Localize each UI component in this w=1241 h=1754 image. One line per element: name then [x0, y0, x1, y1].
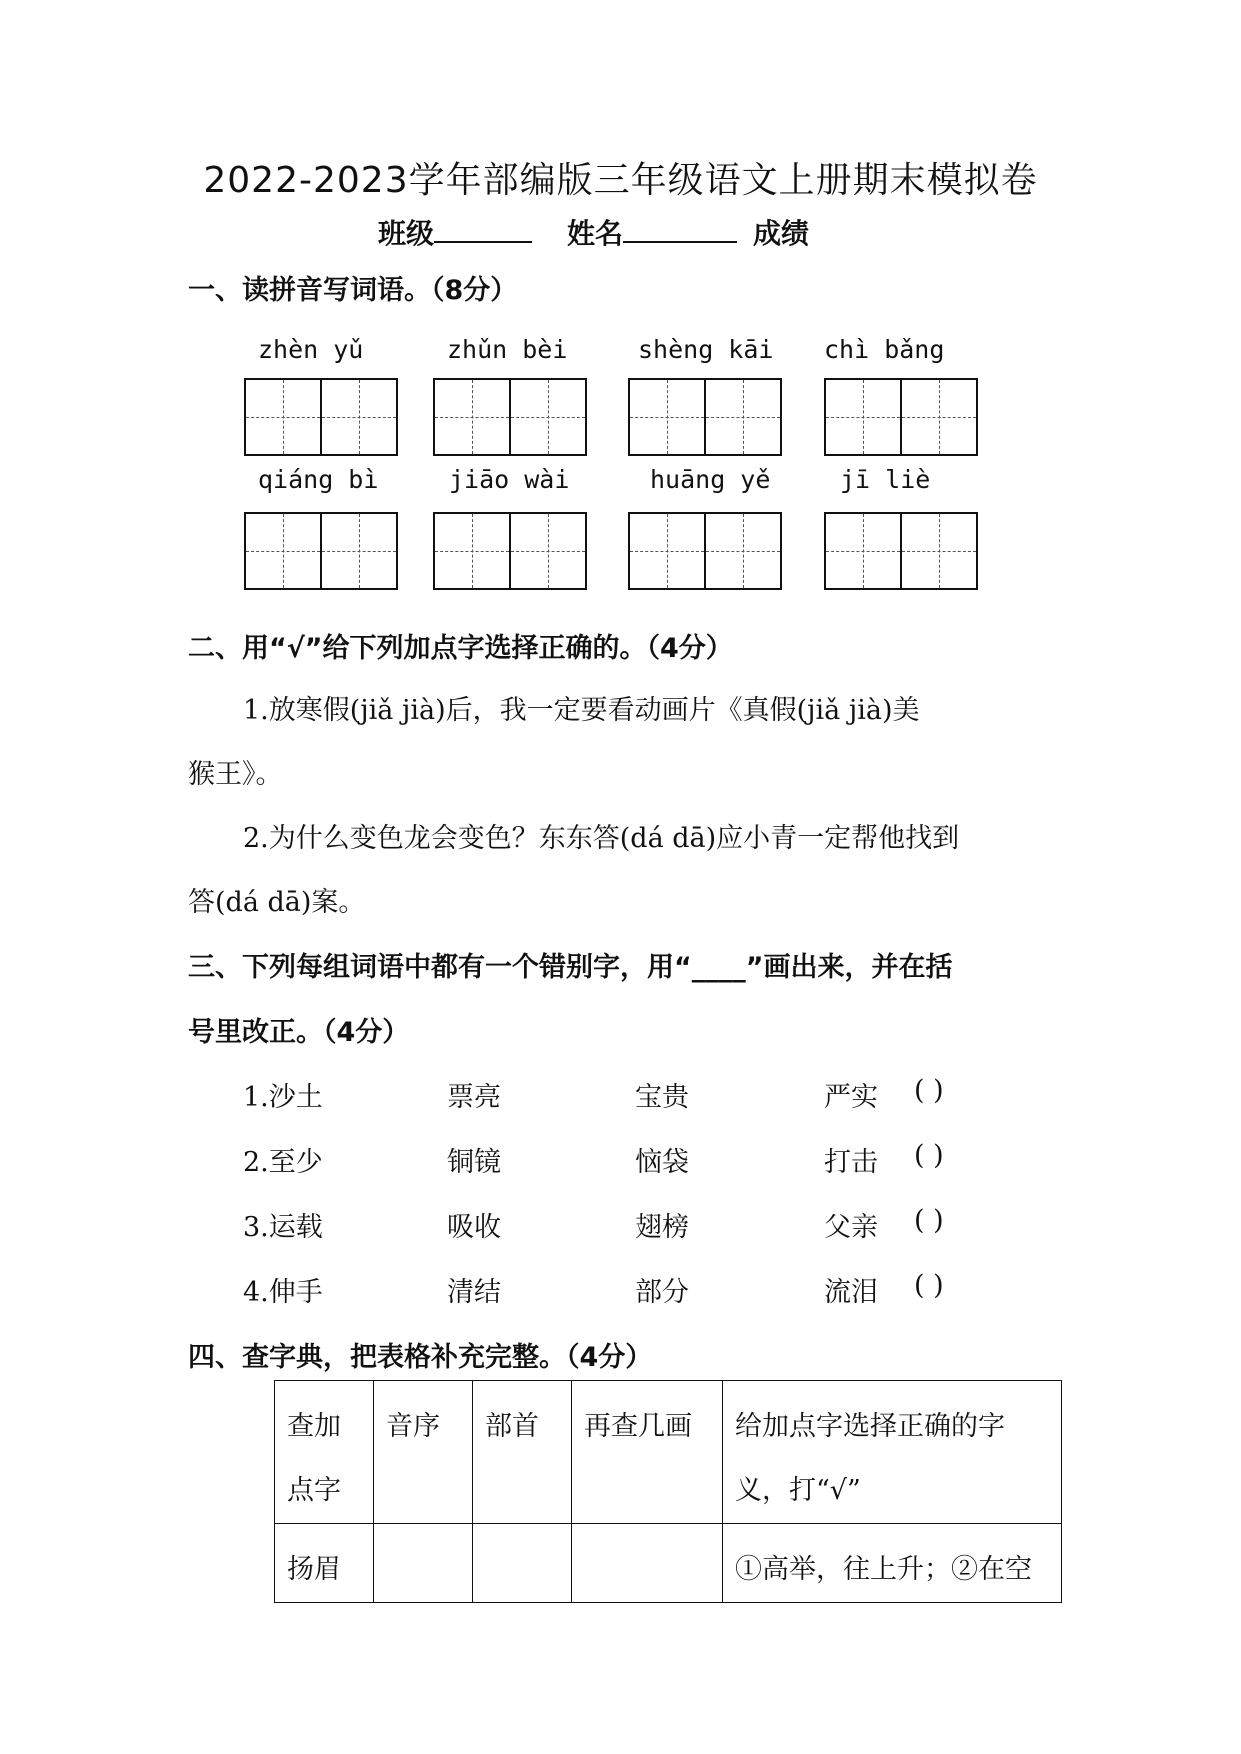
answer-cell[interactable]: [572, 1524, 723, 1603]
header-cell: 部首: [473, 1381, 572, 1524]
writing-box[interactable]: [509, 378, 587, 456]
table-cell: ①高举，往上升；②在空: [723, 1524, 1062, 1603]
writing-box[interactable]: [824, 378, 902, 456]
word-4b: 清结: [447, 1277, 501, 1308]
word-3d: 父亲: [824, 1212, 878, 1243]
question-2-1-line-2: 猴王》。: [188, 759, 283, 790]
writing-box[interactable]: [628, 512, 706, 590]
word-1c: 宝贵: [635, 1082, 689, 1113]
answer-cell[interactable]: [473, 1524, 572, 1603]
writing-box[interactable]: [704, 512, 782, 590]
section-1-heading: 一、读拼音写词语。（8分）: [188, 275, 518, 306]
header-cell: 查加点字: [275, 1381, 374, 1524]
class-field: [378, 212, 532, 252]
word-3c: 翅榜: [635, 1212, 689, 1243]
pinyin-7: huāng yě: [650, 465, 771, 494]
writing-box[interactable]: [900, 378, 978, 456]
writing-box[interactable]: [509, 512, 587, 590]
header-cell: 给加点字选择正确的字义，打“√”: [723, 1381, 1062, 1524]
answer-cell[interactable]: [374, 1524, 473, 1603]
word-2d: 打击: [824, 1147, 878, 1178]
pinyin-4: chì bǎng: [824, 335, 945, 364]
answer-paren-1[interactable]: ( ): [914, 1075, 944, 1106]
class-label: 班级: [378, 217, 435, 250]
word-4c: 部分: [635, 1277, 689, 1308]
writing-box[interactable]: [824, 512, 902, 590]
writing-box[interactable]: [433, 512, 511, 590]
header-cell: 再查几画: [572, 1381, 723, 1524]
answer-paren-2[interactable]: ( ): [914, 1140, 944, 1171]
writing-box[interactable]: [244, 512, 322, 590]
word-4a: 4.伸手: [243, 1277, 323, 1308]
writing-box[interactable]: [320, 512, 398, 590]
name-field: [567, 212, 737, 252]
writing-box[interactable]: [244, 378, 322, 456]
writing-box[interactable]: [628, 378, 706, 456]
question-2-2-line-1: 2.为什么变色龙会变色？东东答(dá dā)应小青一定帮他找到: [243, 823, 960, 854]
answer-paren-3[interactable]: ( ): [914, 1205, 944, 1236]
section-2-heading: 二、用“√”给下列加点字选择正确的。（4分）: [188, 633, 733, 664]
score-label: 成绩: [753, 217, 810, 250]
writing-box[interactable]: [320, 378, 398, 456]
score-field: [753, 212, 809, 252]
pinyin-8: jī liè: [840, 465, 931, 494]
class-blank[interactable]: [434, 215, 532, 243]
word-1b: 票亮: [447, 1082, 501, 1113]
word-3a: 3.运载: [243, 1212, 323, 1243]
pinyin-5: qiáng bì: [258, 465, 379, 494]
table-row: [275, 1524, 1062, 1603]
pinyin-3: shèng kāi: [638, 335, 774, 364]
writing-box[interactable]: [704, 378, 782, 456]
word-1a: 1.沙土: [243, 1082, 323, 1113]
word-2c: 恼袋: [635, 1147, 689, 1178]
page-title: 2022-2023学年部编版三年级语文上册期末模拟卷: [203, 160, 1038, 201]
table-header-row: [275, 1381, 1062, 1524]
name-blank[interactable]: [623, 215, 737, 243]
header-cell: 音序: [374, 1381, 473, 1524]
word-2a: 2.至少: [243, 1147, 323, 1178]
question-2-2-line-2: 答(dá dā)案。: [188, 887, 366, 918]
table-cell: 扬眉: [275, 1524, 374, 1603]
answer-paren-4[interactable]: ( ): [914, 1270, 944, 1301]
writing-box[interactable]: [433, 378, 511, 456]
pinyin-6: jiāo wài: [449, 465, 570, 494]
writing-box[interactable]: [900, 512, 978, 590]
pinyin-1: zhèn yǔ: [258, 335, 364, 364]
word-3b: 吸收: [447, 1212, 501, 1243]
pinyin-2: zhǔn bèi: [447, 335, 568, 364]
question-2-1-line-1: 1.放寒假(jiǎ jià)后，我一定要看动画片《真假(jiǎ jià)美: [243, 695, 920, 726]
section-3-heading-line-1: 三、下列每组词语中都有一个错别字，用“____”画出来，并在括: [188, 952, 953, 983]
word-2b: 铜镜: [447, 1147, 501, 1178]
dictionary-table: [274, 1380, 1062, 1603]
section-4-heading: 四、查字典，把表格补充完整。（4分）: [188, 1342, 653, 1373]
word-1d: 严实: [824, 1082, 878, 1113]
word-4d: 流泪: [824, 1277, 878, 1308]
name-label: 姓名: [567, 217, 624, 250]
section-3-heading-line-2: 号里改正。（4分）: [188, 1017, 410, 1048]
